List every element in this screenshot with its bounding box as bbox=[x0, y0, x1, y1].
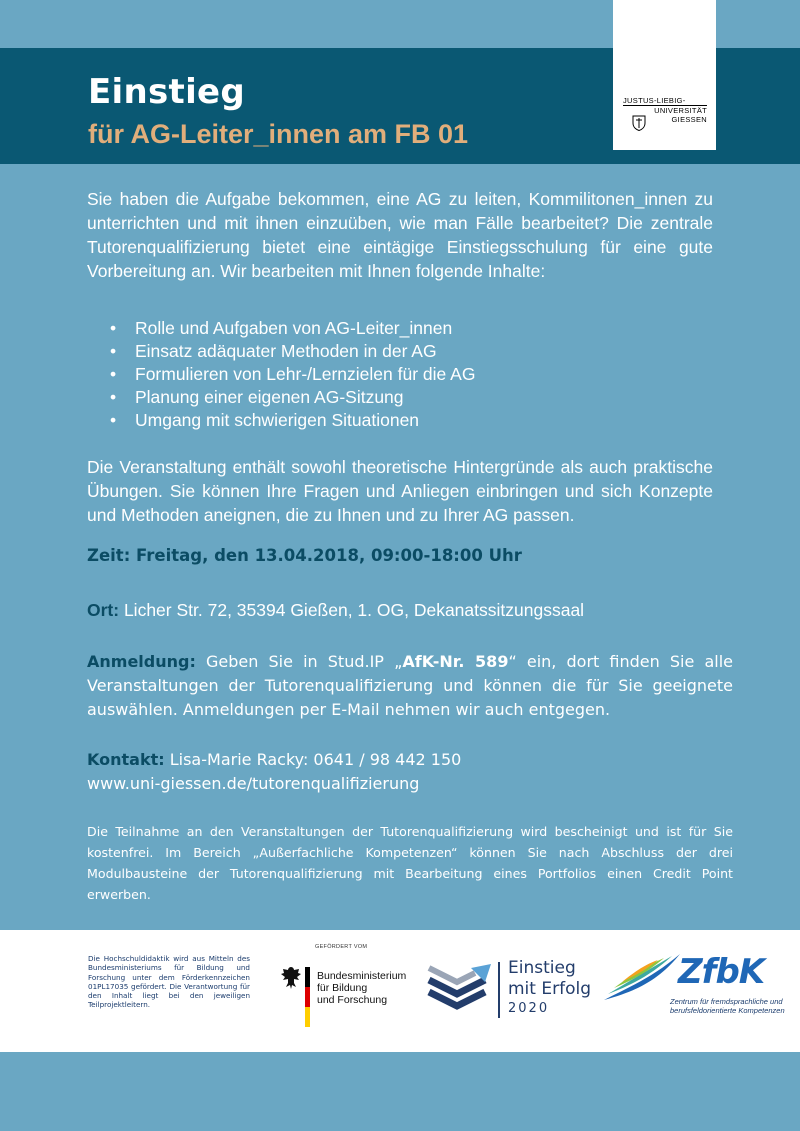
location-value: Licher Str. 72, 35394 Gießen, 1. OG, Dekanatssitzungssaal bbox=[123, 600, 585, 620]
registration-info bbox=[87, 650, 733, 722]
contact-label: Kontakt: bbox=[87, 750, 165, 769]
list-item: • Rolle und Aufgaben von AG-Leiter_innen bbox=[110, 317, 475, 340]
event-time: Zeit: Freitag, den 13.04.2018, 09:00-18:00 Uhr bbox=[87, 546, 522, 565]
university-shield-icon bbox=[632, 115, 646, 131]
contact-url-link[interactable]: www.uni-giessen.de/tutorenqualifizierung bbox=[87, 774, 420, 793]
einstieg-mit-erfolg-text bbox=[508, 958, 591, 1017]
fine-print: Die Teilnahme an den Veranstaltungen der Tutorenqualifizierung wird bescheinigt und ist für Sie kostenfrei. Im Bereich „Außerfachliche Kompetenzen“ können Sie nach Abschluss der drei Modulbausteine der Tutorenqualifizierung mit Bearbeitung eines Portfolios einen Credit Point erwerben. bbox=[87, 824, 733, 902]
bmbf-line1: Bundesministerium bbox=[317, 970, 407, 982]
bmbf-funded-by: GEFÖRDERT VOM bbox=[315, 944, 368, 950]
university-name-line1: JUSTUS-LIEBIG- bbox=[623, 96, 707, 106]
university-name-line3: GIESSEN bbox=[671, 115, 707, 124]
registration-label: Anmeldung: bbox=[87, 652, 196, 671]
zfbk-logo-description: Zentrum für fremdsprachliche und berufsfeldorientierte Kompetenzen bbox=[670, 997, 785, 1015]
bmbf-line2: für Bildung bbox=[317, 982, 368, 994]
page-title: Einstieg bbox=[88, 72, 246, 112]
contact-person: Lisa-Marie Racky: 0641 / 98 442 150 bbox=[169, 750, 462, 769]
funding-note: Die Hochschuldidaktik wird aus Mitteln des Bundesministeriums für Bildung und Forschung unter dem Förderkennzeichen 01PL17035 gefördert. Die Verantwortung für den Inhalt liegt bei den jeweiligen Teilprojektleitern. bbox=[88, 954, 250, 1010]
ems-line2: mit Erfolg bbox=[508, 979, 591, 999]
ems-line3: 2020 bbox=[508, 1001, 550, 1016]
list-item: • Formulieren von Lehr-/Lernzielen für die AG bbox=[110, 363, 475, 386]
zfbk-logo-name: ZfbK bbox=[678, 952, 765, 992]
registration-text-before: Geben Sie in Stud.IP „ bbox=[206, 652, 403, 671]
event-location bbox=[87, 600, 584, 621]
einstieg-mit-erfolg-logo-icon bbox=[427, 958, 497, 1018]
bmbf-logo-text bbox=[317, 970, 406, 1006]
university-name-line2: UNIVERSITÄT bbox=[654, 106, 707, 115]
intro-paragraph: Sie haben die Aufgabe bekommen, eine AG zu leiten, Kommilitonen_innen zu unterrichten und mit ihnen einzuüben, wie man Fälle bearbeitet? Die zentrale Tutorenqualifizierung bietet eine eintägige Einstiegsschulung für eine gute Vorbereitung an. Wir bearbeiten mit Ihnen folgende Inhalte: bbox=[87, 189, 713, 281]
location-label: Ort: bbox=[87, 600, 120, 620]
description-paragraph: Die Veranstaltung enthält sowohl theoretische Hintergründe als auch praktische Übungen. Sie können Ihre Fragen und Anliegen einbringen und sich Konzepte und Methoden aneignen, die zu Ihnen und zu Ihrer AG passen. bbox=[87, 457, 713, 525]
registration-code: AfK-Nr. 589 bbox=[402, 652, 509, 671]
registration-text-after: “ ein, dort finden Sie alle Veranstaltungen der Tutorenqualifizierung und können die für Sie geeignete auswählen. Anmeldungen per E-Mail nehmen wir auch entgegen. bbox=[87, 652, 733, 719]
einstieg-divider bbox=[498, 962, 500, 1018]
german-flag-stripe-icon bbox=[305, 967, 310, 1027]
university-logo-box bbox=[613, 0, 716, 150]
contact-info bbox=[87, 748, 461, 796]
list-item: • Planung einer eigenen AG-Sitzung bbox=[110, 386, 475, 409]
ems-line1: Einstieg bbox=[508, 958, 576, 978]
list-item: • Umgang mit schwierigen Situationen bbox=[110, 409, 475, 432]
page-subtitle: für AG-Leiter_innen am FB 01 bbox=[88, 119, 469, 149]
list-item: • Einsatz adäquater Methoden in der AG bbox=[110, 340, 475, 363]
topic-list bbox=[110, 317, 475, 432]
bmbf-line3: und Forschung bbox=[317, 994, 388, 1006]
federal-eagle-icon bbox=[280, 965, 302, 991]
